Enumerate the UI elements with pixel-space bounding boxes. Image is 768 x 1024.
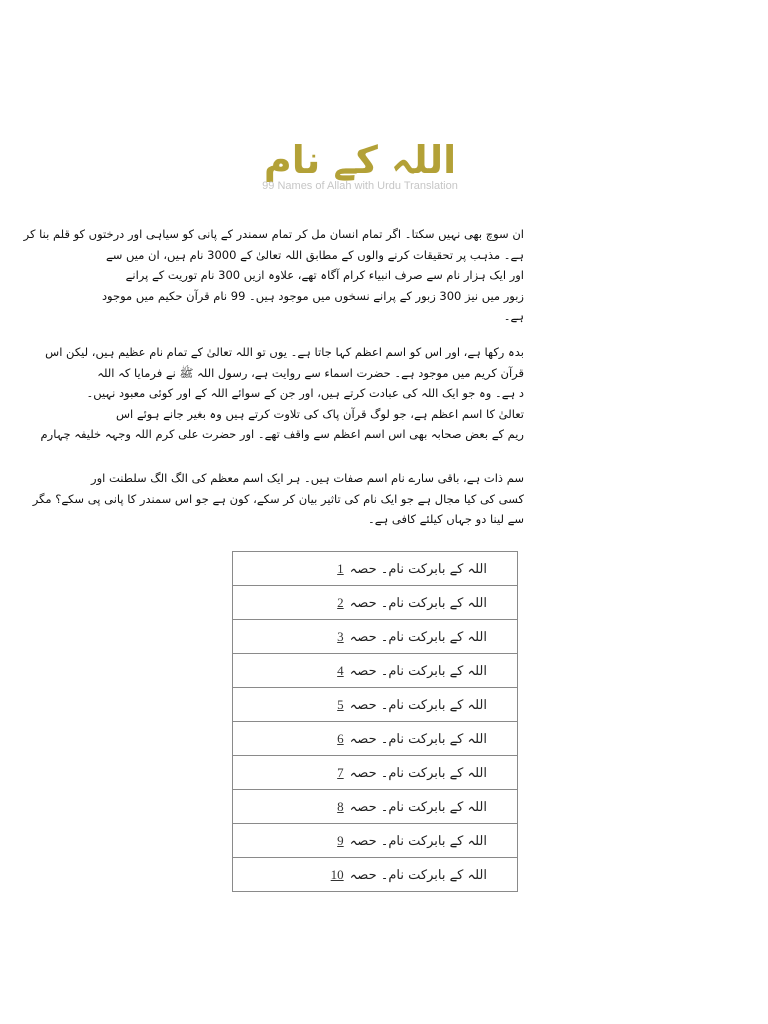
part-label: اللہ کے بابرکت نام۔ حصہ — [349, 629, 487, 645]
part-label: اللہ کے بابرکت نام۔ حصہ — [349, 663, 487, 679]
paragraph-conclusion — [32, 468, 524, 550]
part-label: اللہ کے بابرکت نام۔ حصہ — [349, 595, 487, 611]
paragraph-line: ریم کے بعض صحابہ بھی اس اسم اعظم سے واقف تھے۔ اور حضرت علی کرم اللہ وجہہ خلیفہ چہارم — [40, 427, 524, 441]
paragraph-line: قرآن کریم میں موجود ہے۔ حضرت اسماء سے روایت ہے، رسول اللہ ﷺ نے فرمایا کہ اللہ — [97, 365, 524, 380]
part-link-1[interactable] — [233, 552, 518, 586]
part-link-10[interactable] — [233, 858, 518, 892]
part-label: اللہ کے بابرکت نام۔ حصہ — [349, 561, 487, 577]
part-link-4[interactable] — [233, 654, 518, 688]
part-link-2[interactable] — [233, 586, 518, 620]
table-row — [233, 722, 518, 756]
part-number[interactable]: 3 — [337, 628, 344, 644]
part-label: اللہ کے بابرکت نام۔ حصہ — [349, 867, 487, 883]
part-link-9[interactable] — [233, 824, 518, 858]
part-label: اللہ کے بابرکت نام۔ حصہ — [349, 833, 487, 849]
paragraph-line: د ہے۔ وہ جو ایک اللہ کی عبادت کرتے ہیں، اور جن کے سوائے اللہ کے اور کوئی معبود نہیں۔ — [86, 386, 524, 400]
part-link-7[interactable] — [233, 756, 518, 790]
table-row — [233, 620, 518, 654]
part-label: اللہ کے بابرکت نام۔ حصہ — [349, 731, 487, 747]
part-label: اللہ کے بابرکت نام۔ حصہ — [349, 765, 487, 781]
paragraph-line: زبور میں نیز 300 زبور کے پرانے نسخوں میں موجود ہیں۔ 99 نام قرآن حکیم میں موجود — [101, 288, 524, 303]
part-number[interactable]: 1 — [337, 560, 344, 576]
part-number[interactable]: 7 — [337, 764, 344, 780]
part-number[interactable]: 2 — [337, 594, 344, 610]
paragraph-line: کسی کی کیا مجال ہے جو ایک نام کی تاثیر بیان کر سکے، کون ہے جو اس سمندر کا پانی پی سکے؟ مگر — [32, 491, 524, 506]
part-number[interactable]: 8 — [337, 798, 344, 814]
part-number[interactable]: 4 — [337, 662, 344, 678]
paragraph-line: ہے۔ مذہب پر تحقیقات کرنے والوں کے مطابق اللہ تعالیٰ کے 3000 نام ہیں، ان میں سے — [105, 247, 524, 262]
paragraph-line: بدہ رکھا ہے، اور اس کو اسم اعظم کہا جاتا ہے۔ یوں تو اللہ تعالیٰ کے تمام نام عظیم ہیں، لیکن اس — [45, 345, 524, 359]
table-row — [233, 586, 518, 620]
part-link-5[interactable] — [233, 688, 518, 722]
paragraph-ism-azam — [40, 342, 524, 460]
paragraph-line: تعالیٰ کا اسم اعظم ہے، جو لوگ قرآن پاک کی تلاوت کرتے ہیں وہ بغیر جانے ہوئے اس — [115, 406, 524, 421]
part-number[interactable]: 10 — [330, 866, 344, 882]
part-label: اللہ کے بابرکت نام۔ حصہ — [349, 697, 487, 713]
part-link-8[interactable] — [233, 790, 518, 824]
paragraph-line: ہے۔ — [503, 309, 524, 323]
table-row — [233, 824, 518, 858]
table-row — [233, 552, 518, 586]
paragraph-line: سم ذات ہے، باقی سارے نام اسم صفات ہیں۔ ہر ایک اسم معظم کی الگ الگ سلطنت اور — [91, 471, 524, 485]
table-row — [233, 654, 518, 688]
paragraph-line: اور ایک ہزار نام سے صرف انبیاء کرام آگاہ تھے، علاوہ ازیں 300 نام توریت کے پرانے — [125, 268, 524, 282]
page-title: اللہ کے نام — [263, 138, 457, 182]
part-label: اللہ کے بابرکت نام۔ حصہ — [349, 799, 487, 815]
table-row — [233, 858, 518, 892]
part-link-3[interactable] — [233, 620, 518, 654]
paragraph-line: سے لینا دو جہاں کیلئے کافی ہے۔ — [368, 512, 524, 526]
part-number[interactable]: 9 — [337, 832, 344, 848]
table-row — [233, 688, 518, 722]
part-link-6[interactable] — [233, 722, 518, 756]
part-number[interactable]: 5 — [337, 696, 344, 712]
paragraph-line: ان سوچ بھی نہیں سکتا۔ اگر تمام انسان مل کر تمام سمندر کے پانی کو سیاہی اور درختوں کو قلم بنا کر — [23, 227, 524, 241]
table-row — [233, 756, 518, 790]
page-subtitle: 99 Names of Allah with Urdu Translation — [262, 180, 458, 192]
table-row — [233, 790, 518, 824]
part-number[interactable]: 6 — [337, 730, 344, 746]
parts-table — [232, 551, 518, 892]
